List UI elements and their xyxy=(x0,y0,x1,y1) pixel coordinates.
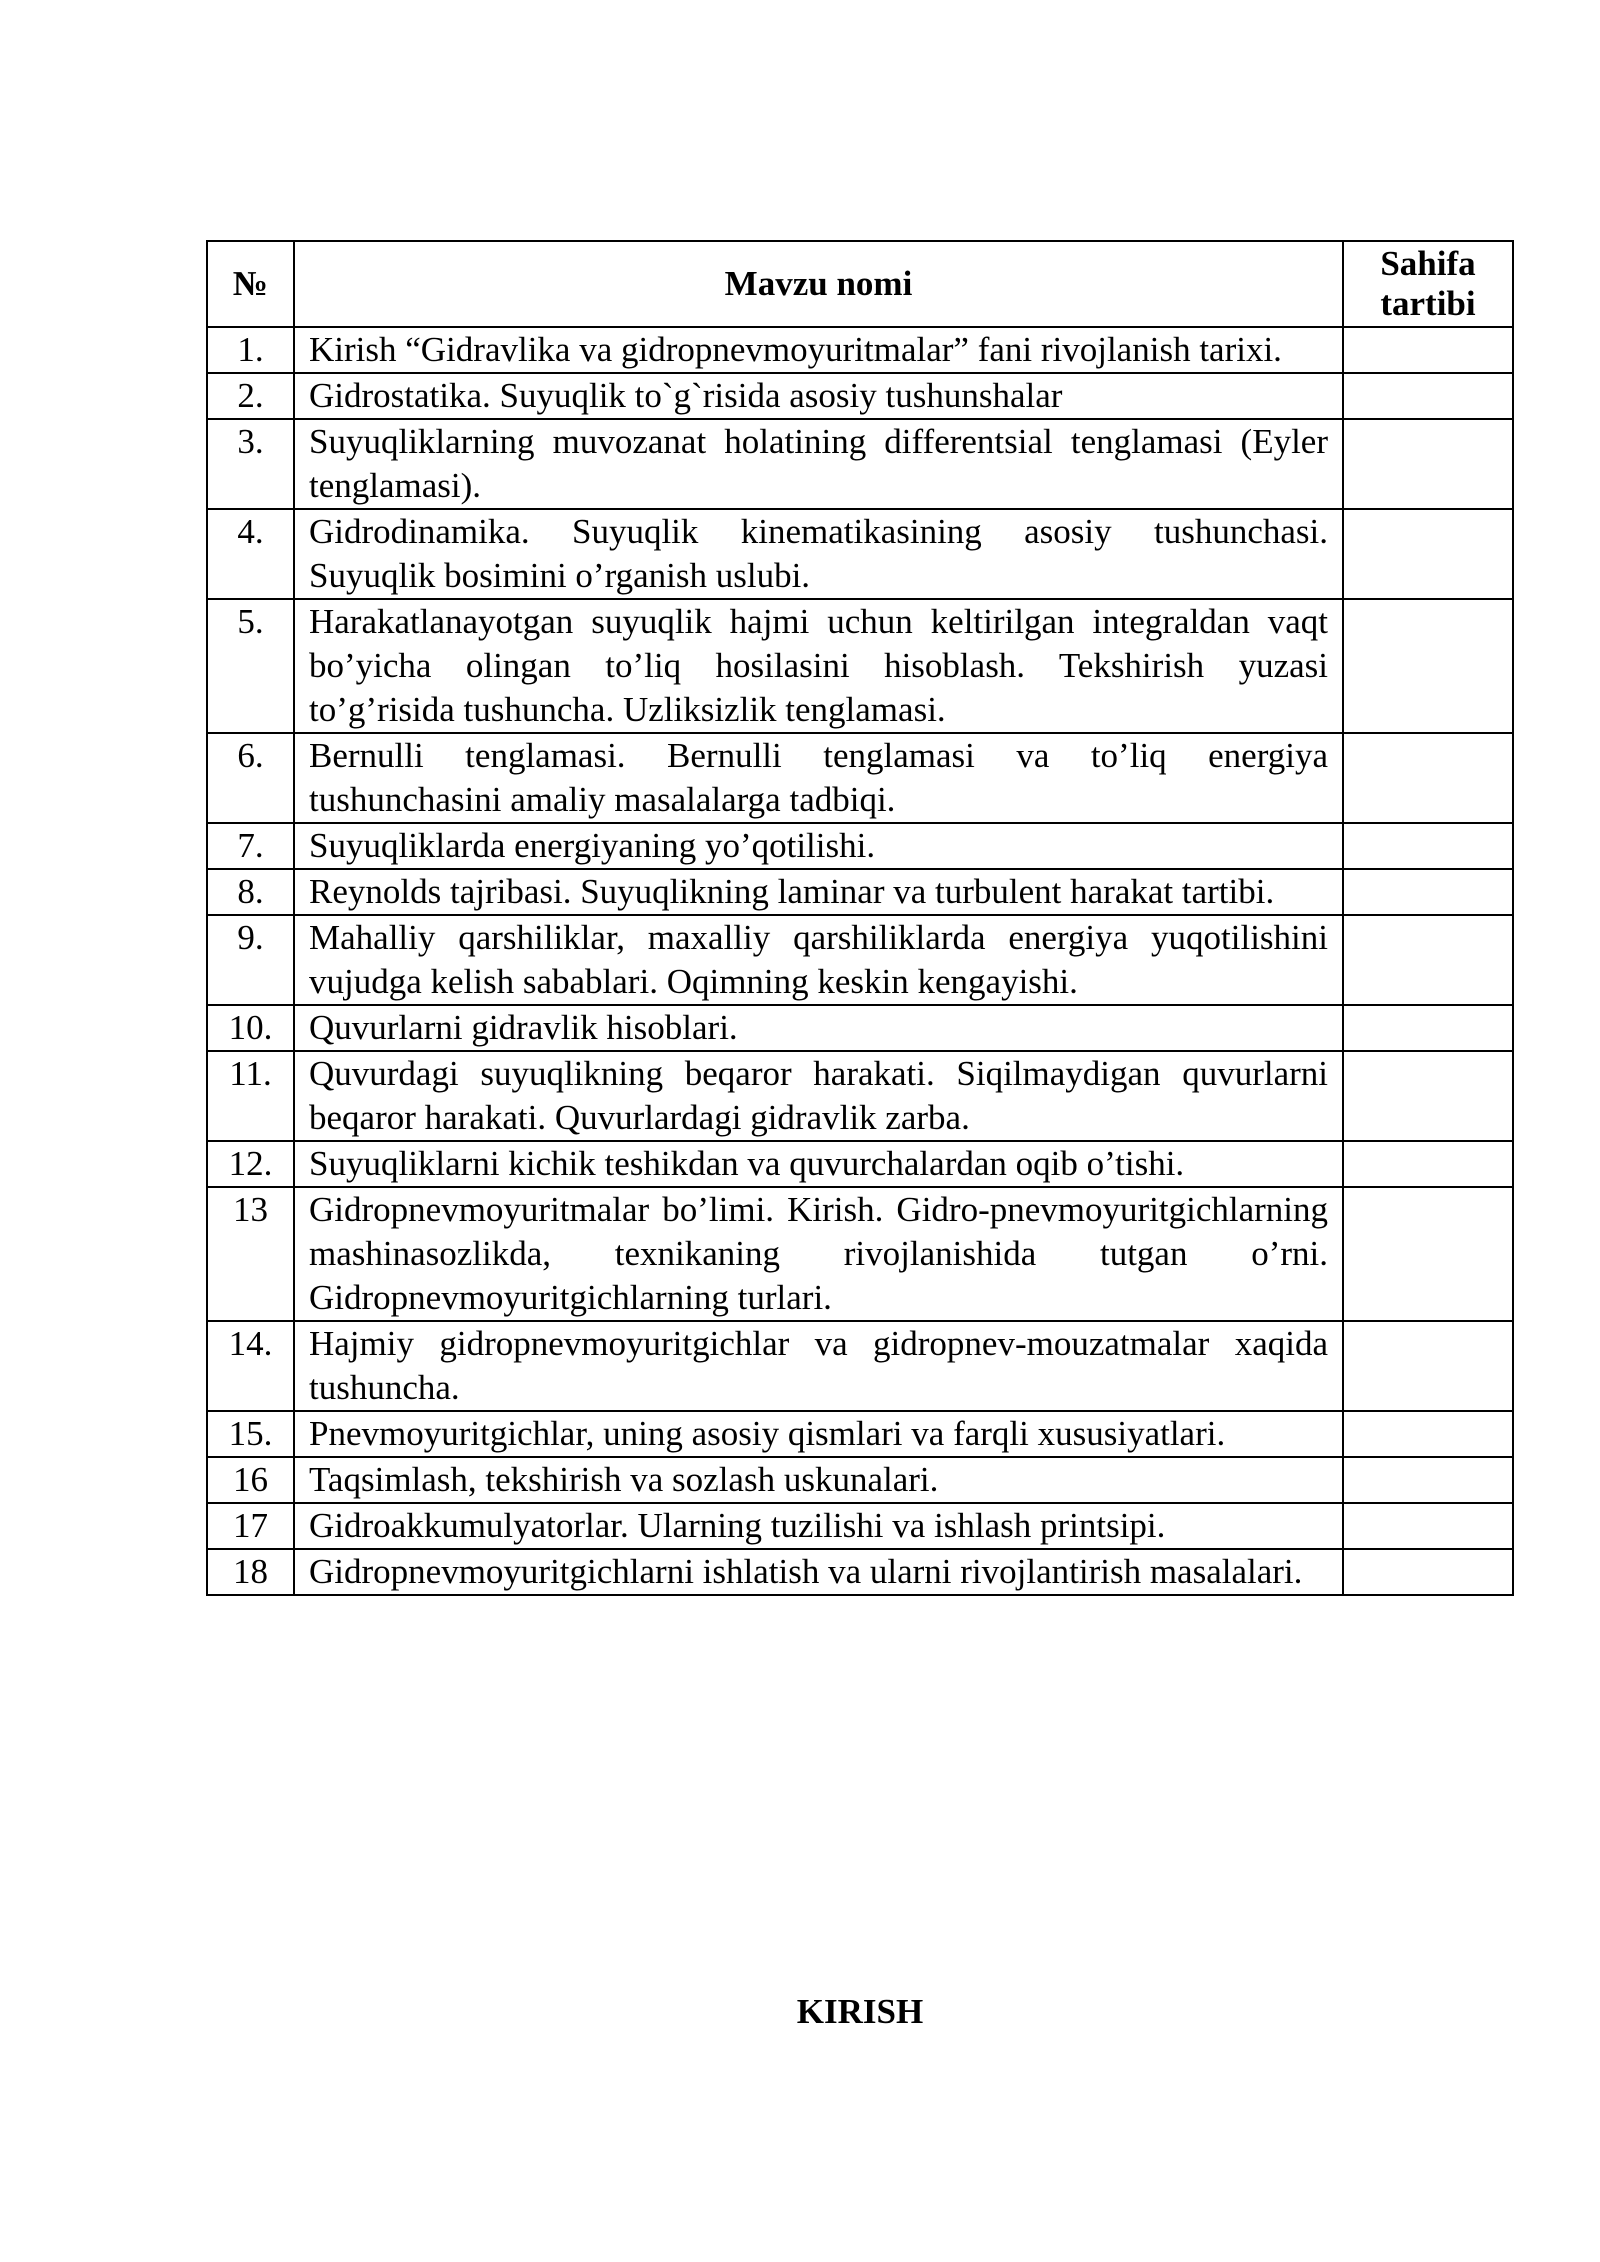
table-of-contents xyxy=(206,240,1514,1596)
table-row xyxy=(207,1457,1513,1503)
row-topic: Gidropnevmoyuritgichlarni ishlatish va ularni rivojlantirish masalalari. xyxy=(294,1549,1343,1595)
table-row xyxy=(207,327,1513,373)
table-row xyxy=(207,1411,1513,1457)
row-number: 17 xyxy=(207,1503,294,1549)
row-number: 10. xyxy=(207,1005,294,1051)
row-number: 1. xyxy=(207,327,294,373)
table-row xyxy=(207,1187,1513,1321)
row-number: 12. xyxy=(207,1141,294,1187)
table-body xyxy=(207,327,1513,1595)
table-row xyxy=(207,733,1513,823)
table-row xyxy=(207,1141,1513,1187)
row-topic: Quvurdagi suyuqlikning beqaror harakati. Siqilmaydigan quvurlarni beqaror harakati. Quvurlardagi gidravlik zarba. xyxy=(294,1051,1343,1141)
row-number: 5. xyxy=(207,599,294,733)
row-topic: Suyuqliklarda energiyaning yo’qotilishi. xyxy=(294,823,1343,869)
row-number: 13 xyxy=(207,1187,294,1321)
header-number: № xyxy=(207,241,294,327)
row-topic: Kirish “Gidravlika va gidropnevmoyuritmalar” fani rivojlanish tarixi. xyxy=(294,327,1343,373)
row-number: 11. xyxy=(207,1051,294,1141)
row-number: 4. xyxy=(207,509,294,599)
row-topic: Hajmiy gidropnevmoyuritgichlar va gidropnev-mouzatmalar xaqida tushuncha. xyxy=(294,1321,1343,1411)
row-topic: Gidrostatika. Suyuqlik to`g`risida asosiy tushunshalar xyxy=(294,373,1343,419)
row-page xyxy=(1343,327,1513,373)
row-page xyxy=(1343,1187,1513,1321)
table-row xyxy=(207,1549,1513,1595)
header-page: Sahifa tartibi xyxy=(1343,241,1513,327)
table-row xyxy=(207,373,1513,419)
table-row xyxy=(207,509,1513,599)
row-topic: Suyuqliklarni kichik teshikdan va quvurchalardan oqib o’tishi. xyxy=(294,1141,1343,1187)
table-row xyxy=(207,1321,1513,1411)
row-number: 8. xyxy=(207,869,294,915)
row-page xyxy=(1343,599,1513,733)
table-row xyxy=(207,915,1513,1005)
row-topic: Gidrodinamika. Suyuqlik kinematikasining asosiy tushunchasi. Suyuqlik bosimini o’rganish uslubi. xyxy=(294,509,1343,599)
row-page xyxy=(1343,1549,1513,1595)
row-topic: Gidroakkumulyatorlar. Ularning tuzilishi va ishlash printsipi. xyxy=(294,1503,1343,1549)
row-page xyxy=(1343,823,1513,869)
row-topic: Suyuqliklarning muvozanat holatining differentsial tenglamasi (Eyler tenglamasi). xyxy=(294,419,1343,509)
row-topic: Harakatlanayotgan suyuqlik hajmi uchun keltirilgan integraldan vaqt bo’yicha olingan to’liq hosilasini hisoblash. Tekshirish yuzasi to’g’risida tushuncha. Uzliksizlik tenglamasi. xyxy=(294,599,1343,733)
row-page xyxy=(1343,1141,1513,1187)
row-page xyxy=(1343,1051,1513,1141)
row-number: 15. xyxy=(207,1411,294,1457)
row-page xyxy=(1343,1005,1513,1051)
table-row xyxy=(207,1005,1513,1051)
row-page xyxy=(1343,733,1513,823)
table-row xyxy=(207,1503,1513,1549)
table-row xyxy=(207,1051,1513,1141)
row-topic: Quvurlarni gidravlik hisoblari. xyxy=(294,1005,1343,1051)
row-topic: Pnevmoyuritgichlar, uning asosiy qismlari va farqli xususiyatlari. xyxy=(294,1411,1343,1457)
row-topic: Bernulli tenglamasi. Bernulli tenglamasi va to’liq energiya tushunchasini amaliy masalalarga tadbiqi. xyxy=(294,733,1343,823)
row-topic: Reynolds tajribasi. Suyuqlikning laminar va turbulent harakat tartibi. xyxy=(294,869,1343,915)
row-number: 9. xyxy=(207,915,294,1005)
table-row xyxy=(207,599,1513,733)
table-row xyxy=(207,869,1513,915)
row-topic: Mahalliy qarshiliklar, maxalliy qarshiliklarda energiya yuqotilishini vujudga kelish sabablari. Oqimning keskin kengayishi. xyxy=(294,915,1343,1005)
header-topic: Mavzu nomi xyxy=(294,241,1343,327)
section-heading: KIRISH xyxy=(796,1992,924,2031)
row-page xyxy=(1343,869,1513,915)
row-number: 2. xyxy=(207,373,294,419)
table-row xyxy=(207,823,1513,869)
row-page xyxy=(1343,1457,1513,1503)
row-page xyxy=(1343,1411,1513,1457)
row-page xyxy=(1343,915,1513,1005)
row-number: 16 xyxy=(207,1457,294,1503)
row-page xyxy=(1343,1503,1513,1549)
row-number: 14. xyxy=(207,1321,294,1411)
row-topic: Taqsimlash, tekshirish va sozlash uskunalari. xyxy=(294,1457,1343,1503)
row-page xyxy=(1343,1321,1513,1411)
row-number: 3. xyxy=(207,419,294,509)
table-header-row xyxy=(207,241,1513,327)
row-topic: Gidropnevmoyuritmalar bo’limi. Kirish. Gidro-pnevmoyuritgichlarning mashinasozlikda, texnikaning rivojlanishida tutgan o’rni. Gidropnevmoyuritgichlarning turlari. xyxy=(294,1187,1343,1321)
table-row xyxy=(207,419,1513,509)
row-number: 7. xyxy=(207,823,294,869)
row-number: 18 xyxy=(207,1549,294,1595)
row-page xyxy=(1343,419,1513,509)
row-number: 6. xyxy=(207,733,294,823)
row-page xyxy=(1343,373,1513,419)
row-page xyxy=(1343,509,1513,599)
